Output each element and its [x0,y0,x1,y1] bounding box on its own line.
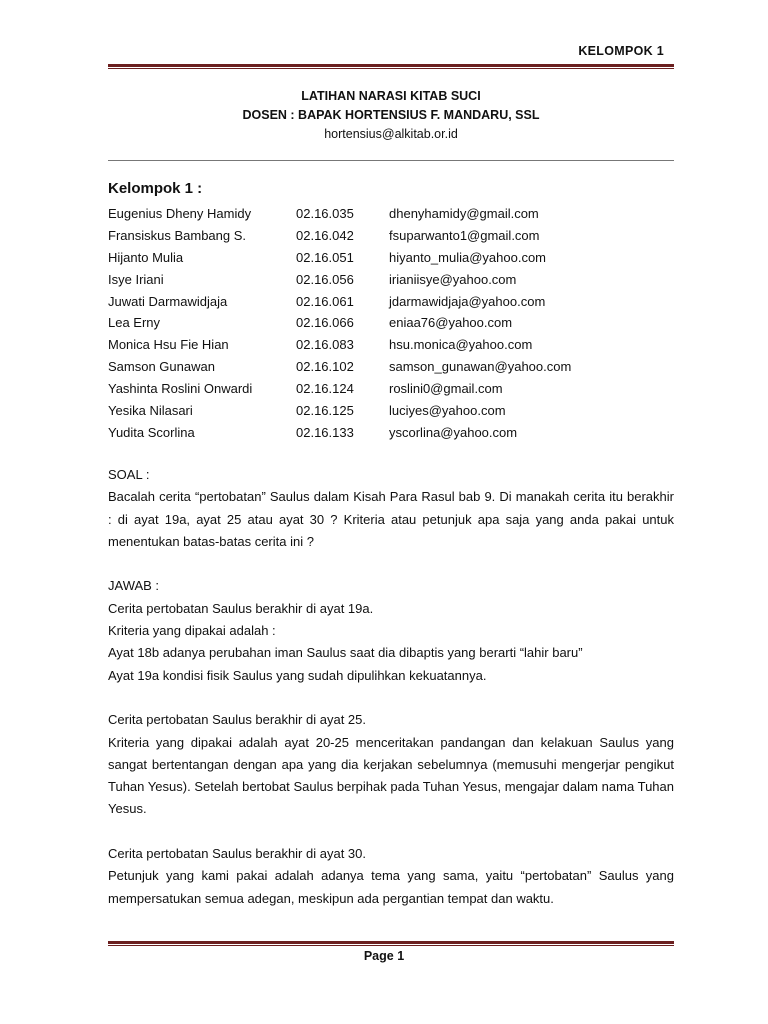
member-row [108,291,674,313]
member-nim: 02.16.102 [296,359,354,375]
member-row [108,422,674,444]
member-name: Hijanto Mulia [108,249,184,265]
member-nim: 02.16.124 [296,381,354,397]
member-email: yscorlina@yahoo.com [389,424,518,440]
member-name: Eugenius Dheny Hamidy [108,206,252,221]
title-divider [108,160,674,161]
member-nim: 02.16.056 [296,271,354,287]
title-line-2: DOSEN : BAPAK HORTENSIUS F. MANDARU, SSL [242,108,540,122]
member-email: luciyes@yahoo.com [389,403,506,419]
member-row [108,356,674,378]
member-row [108,225,674,247]
member-email: irianiisye@yahoo.com [389,271,517,287]
member-name: Samson Gunawan [108,359,215,375]
body-text [108,464,674,910]
member-nim: 02.16.051 [296,249,354,265]
member-name: Isye Iriani [108,271,164,287]
member-email: jdarmawidjaja@yahoo.com [389,293,546,309]
title-email: hortensius@alkitab.or.id [324,127,458,141]
answer-c-line-1: Cerita pertobatan Saulus berakhir di ayat 30. [108,846,366,862]
member-row [108,378,674,400]
member-name: Yudita Scorlina [108,424,195,440]
member-nim: 02.16.133 [296,424,354,440]
soal-label: SOAL : [108,467,150,482]
group-heading: Kelompok 1 : [108,180,203,197]
member-row [108,247,674,269]
answer-a-line-3: Ayat 18b adanya perubahan iman Saulus saat dia dibaptis yang berarti “lahir baru” [108,645,583,661]
member-row [108,269,674,291]
member-name: Yashinta Roslini Onwardi [108,381,253,397]
member-nim: 02.16.083 [296,337,354,353]
member-name: Fransiskus Bambang S. [108,227,247,243]
answer-a-line-4: Ayat 19a kondisi fisik Saulus yang sudah dipulihkan kekuatannya. [108,667,487,683]
answer-b-line-1: Cerita pertobatan Saulus berakhir di ayat 25. [108,712,366,728]
header-group-label: KELOMPOK 1 [578,44,664,58]
title-line-1: LATIHAN NARASI KITAB SUCI [301,89,481,103]
footer-rule [108,941,674,947]
member-list [108,203,674,444]
member-nim: 02.16.042 [296,227,354,243]
member-email: hiyanto_mulia@yahoo.com [389,249,547,265]
member-row [108,312,674,334]
member-email: roslini0@gmail.com [389,381,503,397]
member-row [108,203,674,225]
member-email: dhenyhamidy@gmail.com [389,206,539,221]
member-nim: 02.16.066 [296,315,354,331]
member-email: samson_gunawan@yahoo.com [389,359,572,375]
member-name: Lea Erny [108,315,161,331]
member-nim: 02.16.061 [296,293,354,309]
answer-c-text: Petunjuk yang kami pakai adalah adanya tema yang sama, yaitu “pertobatan” Saulus yang mempersatukan semua adegan, meskipun ada pergantian tempat dan waktu. [108,868,674,906]
page-number: Page 1 [363,949,405,963]
member-name: Monica Hsu Fie Hian [108,337,229,353]
title-block [108,87,674,144]
member-nim: 02.16.035 [296,206,354,221]
member-email: hsu.monica@yahoo.com [389,337,533,353]
answer-b-text: Kriteria yang dipakai adalah ayat 20-25 menceritakan pandangan dan kelakuan Saulus yang sangat bertentangan dengan apa yang dia kerjakan sebelumnya (memusuhi mengerjar pengikut Tuhan Yesus). Setelah bertobat Saulus berpihak pada Tuhan Yesus, mengajar dalam nama Tuhan Yesus. [108,734,674,817]
soal-text: Bacalah cerita “pertobatan” Saulus dalam Kisah Para Rasul bab 9. Di manakah cerita itu berakhir : di ayat 19a, ayat 25 atau ayat 30 ? Kriteria atau petunjuk apa saja yang anda pakai untuk menentukan batas-batas cerita ini ? [108,489,674,549]
jawab-label: JAWAB : [108,578,160,594]
member-nim: 02.16.125 [296,403,354,419]
header-rule [108,64,674,70]
member-row [108,334,674,356]
answer-a-line-2: Kriteria yang dipakai adalah : [108,623,276,639]
answer-a-line-1: Cerita pertobatan Saulus berakhir di ayat 19a. [108,600,374,616]
member-name: Yesika Nilasari [108,403,193,419]
member-email: fsuparwanto1@gmail.com [389,227,540,243]
member-email: eniaa76@yahoo.com [389,315,513,331]
member-name: Juwati Darmawidjaja [108,293,228,309]
member-row [108,400,674,422]
